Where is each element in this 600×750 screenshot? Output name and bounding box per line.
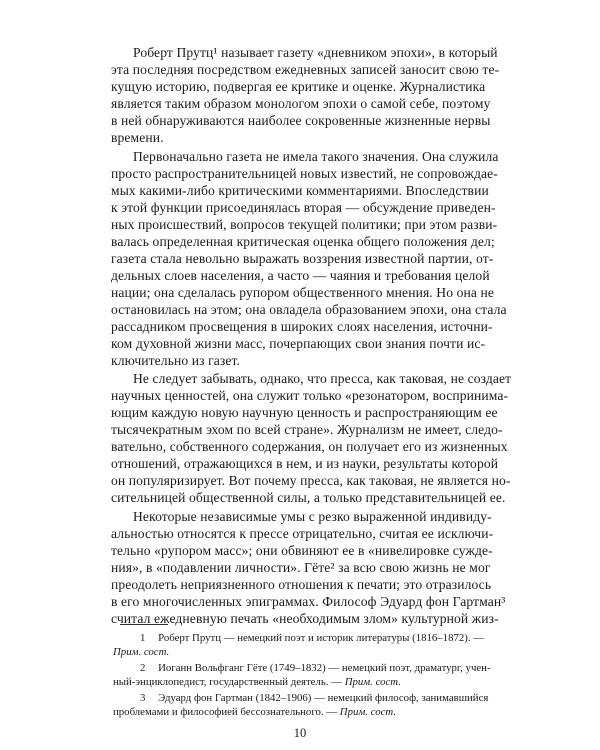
text-line: научных ценностей, она служит только «резонатором, воспринима- [111,388,509,403]
text-line: считал ежедневную печать «необходимым злом» культурной жиз- [111,611,499,626]
text-line: альностью относятся к прессе отрицательно, считая ее исключи- [111,526,494,541]
text-line: остановилась на этом; она овладела образованием эпохи, она стала [111,302,507,317]
footnote-3-cont [113,705,396,719]
page-number: 10 [293,726,307,740]
text-line: тысячекратным эхом по всей стране». Журнализм не имеет, следо- [111,422,503,437]
footnote-3 [140,691,488,705]
footnote-divider [120,624,168,625]
footnote-note: Прим. сост. [113,646,170,658]
footnote-text: ный-энциклопедист, государственный деятель. — [113,676,342,688]
text-line: валась определенная критическая оценка общего положения дел; [111,234,495,249]
footnote-note: Прим. сост. [344,676,401,688]
text-line: мых какими-либо критическими комментариями. Впоследствии [111,183,489,198]
text-line: Некоторые независимые умы с резко выраженной индивиду- [133,509,492,524]
footnote-mark: 3 [140,692,146,704]
text-line: Не следует забывать, однако, что пресса, как таковая, не создает [133,371,512,386]
text-line: ных происшествий, вопросов текущей политики; при этом разви- [111,217,498,232]
text-line: в ней обнаруживаются наиболее сокровенные жизненные нервы [111,113,491,128]
footnote-1-note [113,645,169,659]
text-line: Первоначально газета не имела такого значения. Она служила [133,149,499,164]
footnote-note: Прим. сост. [339,706,397,718]
text-line: кущую историю, подвергая ее критике и оценке. Журналистика [111,79,486,94]
text-line: является таким образом монологом эпохи о самой себе, поэтому [111,96,491,111]
text-line: отношений, отражающихся в нем, и из науки, результаты которой [111,456,499,471]
text-line: дельных слоев населения, а часто — чаяния и требования целой [111,268,490,283]
text-line: преодолеть неприязненного отношения к печати; это отразилось [111,577,492,592]
text-line: ключительно из газет. [111,353,241,368]
text-line: просто распространительницей новых известий, не сопровождае- [111,166,498,181]
text-line: ющим каждую новую научную ценность и распространяющим ее [111,405,498,420]
text-line: Роберт Прутц¹ называет газету «дневником эпохи», в который [133,45,498,60]
text-line: в его многочисленных эпиграммах. Философ Эдуард фон Гартман³ [111,594,506,609]
text-line: сительницей общественной силы, а только представительницей ее. [111,490,506,505]
text-line: эта последняя посредством ежедневных записей заносит свою те- [111,62,500,77]
footnote-text: Роберт Прутц — немецкий поэт и историк литературы (1816–1872). — [158,632,485,644]
text-line: рассадником просвещения в широких слоях населения, источни- [111,319,493,334]
footnote-mark: 2 [140,662,146,674]
footnote-text: Эдуард фон Гартман (1842–1906) — немецкий философ, занимавшийся [158,692,489,704]
footnote-mark: 1 [140,632,146,644]
text-line: к этой функции присоединялась вторая — обсуждение приведен- [111,200,496,215]
text-line: вательно, собственного содержания, он получает его из жизненных [111,439,508,454]
footnote-text: проблемами и философией бессознательного. — [113,706,338,718]
footnote-2-cont [113,675,401,689]
text-line: нации; она сделалась рупором общественного мнения. Но она не [111,285,495,300]
footnote-1 [140,631,484,645]
text-line: тельно «рупором масс»; они обвиняют ее в «нивелировке сужде- [111,543,493,558]
footnote-text: Иоганн Вольфганг Гёте (1749–1832) — немецкий поэт, драматург, учен- [158,662,491,674]
text-line: времени. [111,130,164,145]
text-line: газета стала невольно выражать воззрения известной партии, от- [111,251,494,266]
text-line: ком духовной жизни масс, почерпающих свои знания почти ис- [111,336,486,351]
text-line: он популяризирует. Вот почему пресса, как таковая, не является но- [111,473,511,488]
footnote-2 [140,661,491,675]
text-line: ния», в «подавлении личности». Гёте² за всю свою жизнь не мог [111,560,491,575]
